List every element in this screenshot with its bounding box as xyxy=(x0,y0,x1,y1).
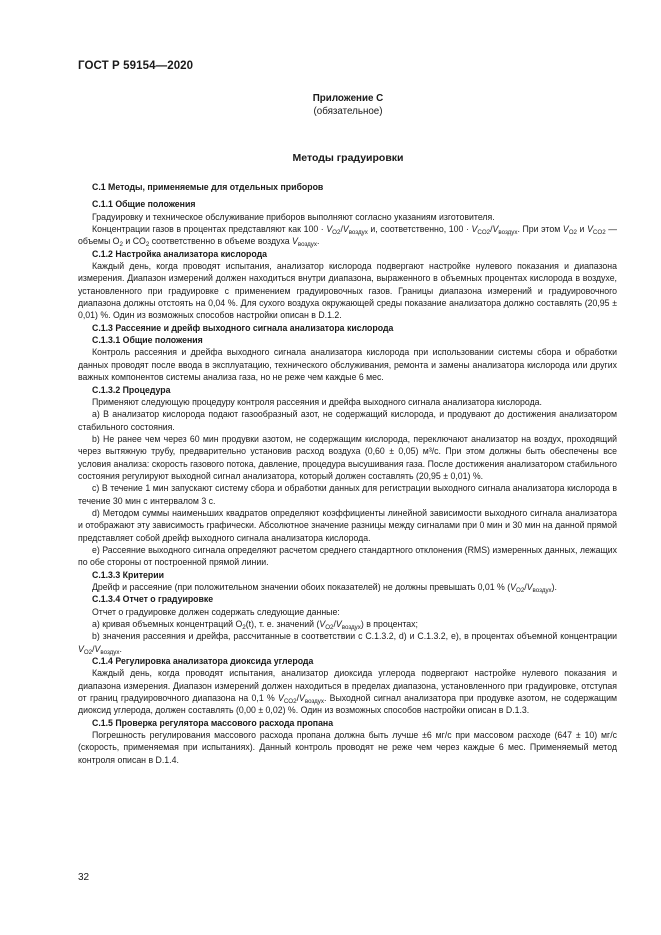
document-body xyxy=(78,181,617,766)
paragraph: Градуировку и техническое обслуживание приборов выполняют согласно указаниям изготовителя. xyxy=(92,211,495,222)
paragraph: Применяют следующую процедуру контроля рассеяния и дрейфа выходного сигнала анализатора кислорода. xyxy=(92,396,542,407)
section-heading: С.1.4 Регулировка анализатора диоксида углерода xyxy=(92,656,314,667)
paragraph: а) В анализатор кислорода подают газообразный азот, не содержащий кислорода, и продувают до достижения анализатором стабильного состояния. xyxy=(78,409,617,432)
standard-header: ГОСТ Р 59154—2020 xyxy=(78,60,194,72)
section-title: Методы градуировки xyxy=(292,152,404,164)
page-number: 32 xyxy=(78,872,90,883)
paragraph: d) Методом суммы наименьших квадратов определяют коэффициенты линейной зависимости выходного сигнала анализатора и отображают эту зависимость графически. Абсолютное значение разницы между сигналами при 0 мин и 30 мин на данной прямой представляет собой дрейф выходного сигнала анализатора кислорода. xyxy=(78,507,617,543)
appendix-title: Приложение С xyxy=(312,93,384,104)
paragraph: с) В течение 1 мин запускают систему сбора и обработки данных для регистрации выходного сигнала анализатора кислорода в течение 30 мин с интервалом 3 с. xyxy=(78,483,617,506)
section-heading: С.1.3.1 Общие положения xyxy=(92,335,203,346)
section-heading: С.1.2 Настройка анализатора кислорода xyxy=(92,248,268,259)
paragraph: Концентрации газов в процентах представляют как $100 \cdot V_{O2}/V_{воздух}$ и, соответственно, $100 \cdot V_{CO2}/V_{воздух}$. При этом $V_{O2}$ и $V_{CO2}$ — объемы $O_2$ и $CO_2$ соответственно в объеме воздуха $V_{воздух}$. xyxy=(78,224,617,249)
section-heading: С.1.3.3 Критерии xyxy=(92,569,164,580)
paragraph: Погрешность регулирования массового расхода пропана должна быть лучше ±6 мг/с при массовом расходе (647 ± 10) мг/с (скорость, применяемая при испытаниях). Данный контроль проводят не реже чем через каждые 6 мес. Применяемый метод контроля описан в D.1.4. xyxy=(78,730,617,765)
paragraph: а) кривая объемных концентраций $O_2(t)$, т. е. значений $(V_{O2}/V_{воздух})$ в процентах; xyxy=(92,619,418,632)
paragraph: b) значения рассеяния и дрейфа, рассчитанные в соответствии с С.1.3.2, d) и С.1.3.2, е), в процентах объемной концентрации $V_{O2}/V_{воздух}$. xyxy=(78,631,617,656)
paragraph: Каждый день, когда проводят испытания, анализатор диоксида углерода подвергают настройке нулевого показания и диапазона измерения. Диапазон измерений должен находиться в пределах диапазона, установленного при градуировке, отступая от границ градуировочного диапазона на 0,1 % $V_{CO2}/V_{воздух}$. Выходной сигнал анализатора при продувке азотом, не содержащим диоксид углерода, должен составлять (0,00 ± 0,02) %. Один из возможных способов настройки описан в D.1.3. xyxy=(78,668,617,716)
paragraph: b) Не ранее чем через 60 мин продувки азотом, не содержащим кислорода, переключают анализатор на воздух, проходящий через вытяжную трубу, предварительно установив расход воздуха (0,60 ± 0,05) м³/с. При этом должны быть обеспечены все условия анализа: скорость газового потока, давление, процедура высушивания газа. После достижения анализатором стабильного состояния регулируют выходной сигнал анализатора, который должен составлять (20,95 ± 0,01) %. xyxy=(78,433,617,481)
paragraph: Каждый день, когда проводят испытания, анализатор кислорода подвергают настройке нулевого показания и диапазона измерения. Диапазон измерений должен находиться внутри диапазона, выраженного в объемных процентах кислорода в воздухе, установленного при градуировке с применением градуировочных газов. Границы диапазона измерений и градуировочного диапазона должны отстоять на 0,04 %. Для сухого воздуха окружающей среды показание анализатора должно составлять (20,95 ± 0,01) %. Один из возможных способов настройки описан в D.1.2. xyxy=(78,261,617,321)
section-heading: С.1.1 Общие положения xyxy=(92,199,196,210)
section-heading: С.1.3 Рассеяние и дрейф выходного сигнала анализатора кислорода xyxy=(92,322,394,333)
section-heading: C.1 Методы, применяемые для отдельных приборов xyxy=(92,182,324,192)
section-heading: С.1.3.2 Процедура xyxy=(92,384,171,395)
paragraph: Контроль рассеяния и дрейфа выходного сигнала анализатора кислорода при использовании системы сбора и обработки данных проводят после ввода в эксплуатацию, технического обслуживания, ремонта и замены анализатора кислорода или других важных компонентов системы анализа газа, но не реже чем каждые 6 мес. xyxy=(78,347,617,383)
paragraph: Дрейф и рассеяние (при положительном значении обоих показателей) не должны превышать 0,01 % $(V_{O2}/V_{воздух})$. xyxy=(92,582,557,594)
appendix-status: (обязательное) xyxy=(313,106,383,117)
paragraph: Отчет о градуировке должен содержать следующие данные: xyxy=(92,606,340,617)
section-heading: С.1.3.4 Отчет о градуировке xyxy=(92,594,214,605)
section-heading: С.1.5 Проверка регулятора массового расхода пропана xyxy=(92,717,334,728)
paragraph: е) Рассеяние выходного сигнала определяют расчетом среднего стандартного отклонения (RMS) измеренных данных, лежащих по обе стороны от построенной прямой линии. xyxy=(78,544,617,568)
